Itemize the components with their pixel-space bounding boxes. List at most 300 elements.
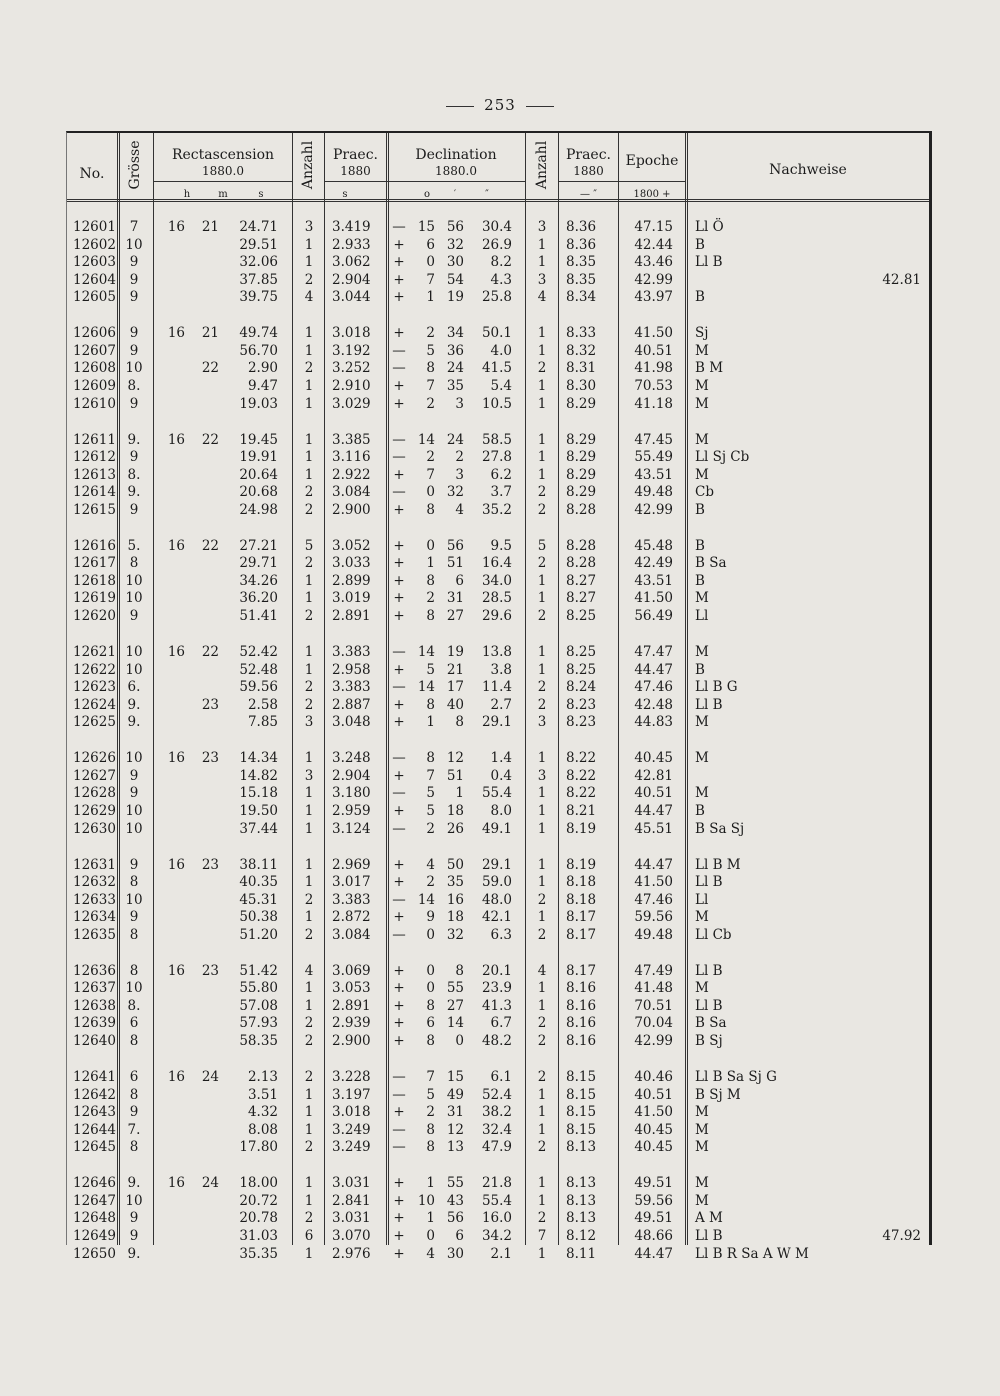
row-ra-minutes: 22 [201, 431, 219, 448]
row-dec-sign: + [393, 1192, 405, 1209]
row-dec-degrees: 2 [426, 1104, 435, 1121]
row-praec-dec: 8.33 [566, 325, 597, 342]
row-ra-hours: 16 [167, 750, 185, 767]
row-anzahl-ra: 2 [304, 696, 314, 713]
row-dec-minutes: 32 [446, 926, 464, 943]
row-number: 12647 [73, 1192, 116, 1209]
ra-sub-rule [154, 181, 292, 182]
header-declination: Declination [415, 147, 497, 163]
row-anzahl-ra: 2 [304, 1015, 314, 1032]
row-groesse: 8 [129, 1033, 139, 1049]
row-praec-dec: 8.27 [566, 572, 597, 589]
row-ra-seconds: 19.50 [239, 802, 278, 819]
row-anzahl-ra: 1 [304, 466, 314, 483]
row-nachweise: M [695, 1104, 709, 1121]
row-dec-seconds: 23.9 [481, 980, 512, 997]
row-anzahl-dec: 1 [537, 1245, 547, 1262]
table-row [67, 449, 929, 466]
row-ra-hours: 16 [167, 537, 185, 554]
row-dec-minutes: 8 [455, 714, 464, 731]
row-praec-dec: 8.15 [566, 1104, 597, 1121]
row-praec-ra: 3.383 [332, 644, 371, 660]
row-anzahl-dec: 1 [537, 874, 547, 891]
row-anzahl-dec: 1 [537, 342, 547, 359]
row-dec-degrees: 0 [426, 962, 435, 979]
row-dec-sign: + [393, 537, 405, 554]
row-praec-ra: 3.197 [332, 1086, 371, 1103]
row-epoche: 40.45 [634, 750, 673, 767]
header-ra-epoch: 1880.0 [202, 164, 244, 178]
row-praec-ra: 3.124 [332, 820, 371, 837]
row-ra-seconds: 34.26 [239, 572, 278, 589]
table-row [67, 555, 929, 572]
row-number: 12635 [73, 926, 116, 943]
row-dec-minutes: 35 [446, 874, 464, 891]
row-dec-sign: — [392, 820, 406, 837]
row-groesse: 9 [129, 1227, 139, 1244]
row-praec-dec: 8.19 [566, 820, 597, 837]
row-nachweise: M [695, 785, 709, 802]
row-epoche: 43.51 [634, 466, 673, 483]
row-number: 12643 [73, 1104, 116, 1121]
row-anzahl-dec: 1 [537, 395, 547, 412]
row-nachweise: Ll B [695, 997, 723, 1014]
row-groesse: 9 [129, 1104, 139, 1121]
row-praec-ra: 2.976 [332, 1245, 371, 1262]
row-nachweise: Ll B G [695, 679, 738, 696]
row-ra-seconds: 15.18 [239, 785, 278, 802]
row-groesse: 10 [125, 360, 143, 377]
row-anzahl-dec: 2 [537, 696, 547, 713]
row-praec-ra: 2.959 [332, 802, 371, 819]
row-ra-seconds: 57.08 [239, 997, 278, 1014]
row-anzahl-ra: 1 [304, 572, 314, 589]
row-number: 12606 [73, 325, 116, 342]
row-praec-dec: 8.13 [566, 1175, 597, 1192]
row-dec-minutes: 30 [446, 254, 464, 271]
row-anzahl-ra: 2 [304, 555, 314, 572]
row-ra-seconds: 37.44 [239, 820, 278, 837]
row-anzahl-dec: 2 [537, 679, 547, 696]
row-nachweise: Ll B [695, 696, 723, 713]
row-anzahl-ra: 1 [304, 820, 314, 837]
row-groesse: 9. [127, 1175, 141, 1192]
row-praec-ra: 3.084 [332, 926, 371, 943]
row-groesse: 6. [127, 679, 141, 696]
row-groesse: 5. [127, 537, 141, 554]
row-number: 12616 [73, 537, 116, 554]
row-anzahl-ra: 2 [304, 501, 314, 518]
row-dec-seconds: 55.4 [481, 1192, 512, 1209]
row-groesse: 9 [129, 767, 139, 784]
header-anzahl-ra: Anzahl [300, 140, 316, 190]
row-number: 12631 [73, 856, 116, 873]
row-nachweise: B M [695, 360, 724, 377]
row-dec-seconds: 8.0 [490, 802, 512, 819]
row-dec-minutes: 40 [446, 696, 464, 713]
row-dec-degrees: 8 [426, 501, 435, 518]
row-anzahl-dec: 2 [537, 607, 547, 624]
row-dec-minutes: 27 [446, 607, 464, 624]
row-dec-degrees: 8 [426, 360, 435, 377]
row-praec-ra: 3.018 [332, 325, 371, 342]
row-anzahl-ra: 1 [304, 395, 314, 412]
row-dec-seconds: 35.2 [481, 501, 512, 518]
row-nachweise: M [695, 466, 709, 483]
row-anzahl-dec: 3 [537, 219, 547, 235]
row-praec-dec: 8.29 [566, 431, 597, 448]
row-nachweise: Ll Ö [695, 219, 724, 235]
row-nachweise: M [695, 644, 709, 660]
row-ra-seconds: 29.71 [239, 555, 278, 572]
dec-sub-rule [387, 181, 525, 182]
header-rectascension: Rectascension [171, 147, 275, 163]
row-dec-degrees: 7 [426, 377, 435, 394]
row-dec-degrees: 14 [417, 679, 435, 696]
row-dec-seconds: 6.3 [490, 926, 512, 943]
row-dec-sign: — [392, 785, 406, 802]
table-row [67, 608, 929, 625]
row-dec-seconds: 13.8 [481, 644, 512, 660]
row-epoche: 45.48 [634, 537, 673, 554]
row-number: 12625 [73, 714, 116, 731]
row-dec-sign: — [392, 449, 406, 466]
row-dec-degrees: 6 [426, 1015, 435, 1032]
row-epoche: 56.49 [634, 607, 673, 624]
row-dec-seconds: 30.4 [481, 219, 512, 235]
row-epoche: 49.51 [634, 1175, 673, 1192]
row-dec-minutes: 21 [446, 661, 464, 678]
row-ra-seconds: 4.32 [247, 1104, 278, 1121]
row-dec-minutes: 35 [446, 377, 464, 394]
row-dec-degrees: 9 [426, 909, 435, 926]
row-anzahl-dec: 1 [537, 1192, 547, 1209]
row-ra-seconds: 45.31 [239, 891, 278, 908]
row-ra-seconds: 57.93 [239, 1015, 278, 1032]
row-praec-dec: 8.15 [566, 1069, 597, 1085]
row-praec-ra: 2.933 [332, 236, 371, 253]
row-dec-seconds: 34.0 [481, 572, 512, 589]
row-dec-seconds: 20.1 [481, 962, 512, 979]
row-number: 12609 [73, 377, 116, 394]
table-row [67, 1087, 929, 1104]
row-praec-dec: 8.13 [566, 1139, 597, 1156]
row-nachweise: B [695, 661, 705, 678]
row-number: 12601 [73, 219, 116, 235]
row-dec-seconds: 21.8 [481, 1175, 512, 1192]
row-dec-degrees: 8 [426, 607, 435, 624]
row-nachweise: Ll B M [695, 856, 741, 873]
row-dec-seconds: 48.2 [481, 1033, 512, 1049]
header-anzahl-dec: Anzahl [534, 140, 550, 190]
row-groesse: 10 [125, 572, 143, 589]
row-epoche: 42.99 [634, 1033, 673, 1049]
table-row [67, 254, 929, 271]
table-row [67, 1122, 929, 1139]
row-groesse: 9 [129, 271, 139, 288]
row-ra-seconds: 3.51 [247, 1086, 278, 1103]
table-row [67, 396, 929, 413]
row-praec-dec: 8.22 [566, 785, 597, 802]
row-ra-minutes: 22 [201, 537, 219, 554]
row-number: 12632 [73, 874, 116, 891]
row-dec-seconds: 29.1 [481, 856, 512, 873]
row-anzahl-dec: 2 [537, 360, 547, 377]
row-groesse: 9 [129, 607, 139, 624]
row-anzahl-ra: 1 [304, 661, 314, 678]
row-ra-minutes: 23 [201, 750, 219, 767]
row-dec-sign: + [393, 1033, 405, 1049]
row-anzahl-dec: 1 [537, 449, 547, 466]
row-anzahl-ra: 4 [304, 962, 314, 979]
row-ra-minutes: 23 [201, 962, 219, 979]
row-dec-seconds: 16.0 [481, 1210, 512, 1227]
row-praec-ra: 2.887 [332, 696, 371, 713]
row-dec-sign: + [393, 1245, 405, 1262]
row-number: 12629 [73, 802, 116, 819]
row-number: 12636 [73, 962, 116, 979]
row-praec-dec: 8.25 [566, 644, 597, 660]
header-groesse: Grösse [127, 140, 143, 190]
row-number: 12612 [73, 449, 116, 466]
row-nachweise: B [695, 537, 705, 554]
header-unit-h: h [183, 189, 191, 200]
row-dec-sign: + [393, 714, 405, 731]
row-dec-minutes: 16 [446, 891, 464, 908]
row-anzahl-dec: 2 [537, 1015, 547, 1032]
row-dec-minutes: 54 [446, 271, 464, 288]
row-anzahl-ra: 2 [304, 1210, 314, 1227]
row-anzahl-ra: 2 [304, 926, 314, 943]
row-dec-seconds: 2.7 [490, 696, 512, 713]
table-row [67, 343, 929, 360]
row-dec-seconds: 28.5 [481, 590, 512, 607]
row-nachweise: Ll B R Sa A W M [695, 1245, 809, 1262]
row-anzahl-dec: 7 [537, 1227, 547, 1244]
row-praec-ra: 2.891 [332, 997, 371, 1014]
header-praec-dec-unit: — ″ [580, 189, 597, 200]
row-ra-seconds: 58.35 [239, 1033, 278, 1049]
row-dec-sign: + [393, 466, 405, 483]
row-ra-hours: 16 [167, 962, 185, 979]
row-groesse: 6 [129, 1015, 139, 1032]
row-ra-hours: 16 [167, 856, 185, 873]
row-dec-sign: + [393, 607, 405, 624]
row-praec-dec: 8.35 [566, 254, 597, 271]
row-praec-dec: 8.15 [566, 1086, 597, 1103]
row-praec-ra: 3.017 [332, 874, 371, 891]
row-dec-minutes: 12 [446, 1121, 464, 1138]
row-nachweise: M [695, 1192, 709, 1209]
row-anzahl-ra: 1 [304, 1192, 314, 1209]
row-dec-sign: — [392, 679, 406, 696]
row-epoche: 70.04 [634, 1015, 673, 1032]
row-dec-sign: + [393, 590, 405, 607]
row-anzahl-dec: 1 [537, 661, 547, 678]
row-dec-minutes: 17 [446, 679, 464, 696]
row-praec-ra: 2.922 [332, 466, 371, 483]
row-praec-ra: 3.053 [332, 980, 371, 997]
row-dec-seconds: 4.0 [490, 342, 512, 359]
row-dec-sign: — [392, 891, 406, 908]
row-praec-ra: 3.385 [332, 431, 371, 448]
row-dec-minutes: 24 [446, 431, 464, 448]
row-dec-degrees: 8 [426, 696, 435, 713]
table-row [67, 590, 929, 607]
row-anzahl-ra: 3 [304, 714, 314, 731]
table-row [67, 821, 929, 838]
row-dec-minutes: 49 [446, 1086, 464, 1103]
row-epoche: 44.47 [634, 1245, 673, 1262]
row-groesse: 9. [127, 696, 141, 713]
row-dec-sign: + [393, 1015, 405, 1032]
row-dec-sign: + [393, 572, 405, 589]
row-ra-seconds: 55.80 [239, 980, 278, 997]
row-number: 12630 [73, 820, 116, 837]
row-epoche: 43.97 [634, 289, 673, 306]
row-praec-ra: 3.029 [332, 395, 371, 412]
row-praec-ra: 3.018 [332, 1104, 371, 1121]
row-dec-sign: — [392, 1121, 406, 1138]
row-nachweise: B Sj M [695, 1086, 741, 1103]
row-anzahl-dec: 1 [537, 1175, 547, 1192]
row-epoche: 47.45 [634, 431, 673, 448]
row-number: 12634 [73, 909, 116, 926]
row-epoche: 40.51 [634, 785, 673, 802]
row-anzahl-ra: 1 [304, 1086, 314, 1103]
row-nachweise: Ll [695, 891, 709, 908]
row-dec-sign: + [393, 377, 405, 394]
table-row [67, 484, 929, 501]
table-row [67, 927, 929, 944]
row-groesse: 8. [127, 997, 141, 1014]
row-ra-seconds: 29.51 [239, 236, 278, 253]
row-anzahl-dec: 1 [537, 1086, 547, 1103]
row-anzahl-dec: 3 [537, 714, 547, 731]
row-groesse: 9. [127, 714, 141, 731]
row-dec-seconds: 9.5 [490, 537, 512, 554]
row-ra-seconds: 8.08 [247, 1121, 278, 1138]
row-anzahl-dec: 2 [537, 555, 547, 572]
row-dec-minutes: 32 [446, 236, 464, 253]
row-dec-degrees: 8 [426, 572, 435, 589]
header-unit-s: s [258, 189, 264, 200]
row-epoche: 49.48 [634, 484, 673, 501]
row-anzahl-ra: 1 [304, 1175, 314, 1192]
row-anzahl-dec: 1 [537, 377, 547, 394]
row-dec-degrees: 0 [426, 537, 435, 554]
row-ra-minutes: 24 [201, 1069, 219, 1085]
row-anzahl-dec: 1 [537, 1104, 547, 1121]
row-epoche: 47.49 [634, 962, 673, 979]
row-ra-seconds: 20.68 [239, 484, 278, 501]
row-number: 12615 [73, 501, 116, 518]
table-row [67, 1246, 929, 1263]
row-groesse: 9 [129, 501, 139, 518]
row-ra-hours: 16 [167, 431, 185, 448]
row-groesse: 9. [127, 431, 141, 448]
row-dec-seconds: 5.4 [490, 377, 512, 394]
row-groesse: 7. [127, 1121, 141, 1138]
row-dec-degrees: 14 [417, 644, 435, 660]
row-ra-hours: 16 [167, 325, 185, 342]
row-groesse: 8 [129, 926, 139, 943]
row-groesse: 8. [127, 377, 141, 394]
row-number: 12614 [73, 484, 116, 501]
row-number: 12607 [73, 342, 116, 359]
row-anzahl-ra: 1 [304, 1121, 314, 1138]
row-praec-dec: 8.28 [566, 501, 597, 518]
row-ra-seconds: 59.56 [239, 679, 278, 696]
row-dec-degrees: 2 [426, 590, 435, 607]
row-number: 12603 [73, 254, 116, 271]
row-epoche: 59.56 [634, 909, 673, 926]
row-praec-dec: 8.16 [566, 980, 597, 997]
row-anzahl-dec: 1 [537, 572, 547, 589]
row-groesse: 8 [129, 1086, 139, 1103]
row-number: 12605 [73, 289, 116, 306]
row-dec-degrees: 14 [417, 431, 435, 448]
row-anzahl-ra: 1 [304, 1245, 314, 1262]
table-row [67, 803, 929, 820]
row-dec-seconds: 38.2 [481, 1104, 512, 1121]
row-nachweise: Ll Sj Cb [695, 449, 750, 466]
row-dec-seconds: 42.1 [481, 909, 512, 926]
row-ra-seconds: 49.74 [239, 325, 278, 342]
row-praec-dec: 8.17 [566, 909, 597, 926]
row-ra-seconds: 7.85 [247, 714, 278, 731]
row-number: 12637 [73, 980, 116, 997]
row-dec-minutes: 56 [446, 219, 464, 235]
row-epoche: 70.51 [634, 997, 673, 1014]
row-number: 12642 [73, 1086, 116, 1103]
table-row [67, 750, 929, 767]
header-dec-epoch: 1880.0 [435, 164, 477, 178]
row-dec-minutes: 13 [446, 1139, 464, 1156]
row-dec-minutes: 36 [446, 342, 464, 359]
row-dec-minutes: 34 [446, 325, 464, 342]
row-ra-seconds: 14.82 [239, 767, 278, 784]
row-dec-seconds: 55.4 [481, 785, 512, 802]
row-praec-dec: 8.21 [566, 802, 597, 819]
table-row [67, 874, 929, 891]
table-row [67, 963, 929, 980]
row-margin-note: 47.92 [882, 1227, 921, 1244]
row-dec-degrees: 4 [426, 856, 435, 873]
row-nachweise: B [695, 572, 705, 589]
row-anzahl-ra: 1 [304, 750, 314, 767]
row-dec-seconds: 8.2 [490, 254, 512, 271]
table-row [67, 1175, 929, 1192]
row-dec-sign: + [393, 254, 405, 271]
row-dec-minutes: 1 [455, 785, 464, 802]
row-dec-seconds: 2.1 [490, 1245, 512, 1262]
row-anzahl-ra: 1 [304, 254, 314, 271]
row-praec-dec: 8.29 [566, 466, 597, 483]
row-dec-degrees: 1 [426, 1175, 435, 1192]
row-nachweise: M [695, 377, 709, 394]
row-dec-seconds: 3.8 [490, 661, 512, 678]
row-ra-seconds: 9.47 [247, 377, 278, 394]
row-praec-dec: 8.18 [566, 891, 597, 908]
table-row [67, 857, 929, 874]
row-dec-degrees: 1 [426, 714, 435, 731]
row-anzahl-dec: 2 [537, 1139, 547, 1156]
row-dec-seconds: 11.4 [481, 679, 512, 696]
row-dec-minutes: 3 [455, 395, 464, 412]
row-groesse: 9 [129, 856, 139, 873]
row-ra-minutes: 24 [201, 1175, 219, 1192]
